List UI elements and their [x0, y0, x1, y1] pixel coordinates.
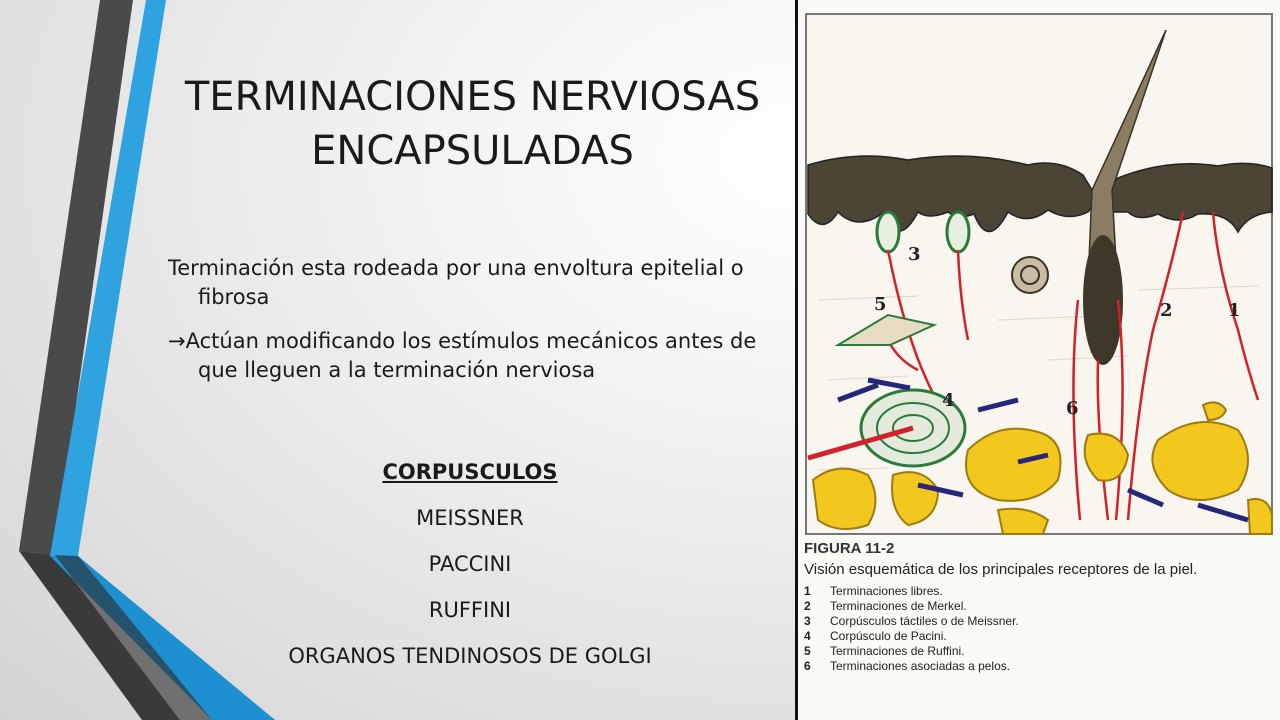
label-2: 2	[1160, 300, 1173, 321]
body-text	[168, 254, 788, 385]
function-paragraph	[168, 327, 788, 385]
label-1: 1	[1228, 300, 1241, 321]
legend-item: 2 Terminaciones de Merkel.	[804, 599, 967, 613]
list-item: MEISSNER	[416, 506, 524, 530]
arrow-icon: →	[168, 329, 186, 353]
legend-item: 4 Corpúsculo de Pacini.	[804, 629, 947, 643]
meissner-corpuscle	[877, 212, 899, 252]
title-line-2: ENCAPSULADAS	[311, 128, 634, 174]
corpuscle-list	[150, 452, 790, 682]
list-item: RUFFINI	[428, 598, 512, 622]
hair-follicle	[1083, 235, 1123, 365]
meissner-corpuscle	[947, 212, 969, 252]
legend-item: 1 Terminaciones libres.	[804, 584, 943, 598]
label-4: 4	[942, 390, 955, 411]
title-line-1: TERMINACIONES NERVIOSAS	[184, 74, 761, 120]
coiled-gland	[1012, 257, 1048, 293]
label-3: 3	[908, 244, 921, 265]
legend-item: 5 Terminaciones de Ruffini.	[804, 644, 965, 658]
list-item: ORGANOS TENDINOSOS DE GOLGI	[288, 644, 652, 668]
figure-caption	[800, 540, 1276, 674]
definition-paragraph: Terminación esta rodeada por una envoltura epitelial o fibrosa	[168, 256, 744, 309]
list-heading: CORPUSCULOS	[382, 460, 558, 484]
skin-diagram	[798, 0, 1280, 540]
caption-subtitle: Visión esquemática de los principales receptores de la piel.	[804, 561, 1198, 578]
legend-item: 6 Terminaciones asociadas a pelos.	[804, 659, 1011, 673]
legend-item: 3 Corpúsculos táctiles o de Meissner.	[804, 614, 1019, 628]
list-item: PACCINI	[428, 552, 512, 576]
caption-title: FIGURA 11-2	[804, 540, 895, 557]
label-6: 6	[1066, 398, 1079, 419]
slide-title	[150, 70, 795, 178]
function-text: Actúan modificando los estímulos mecánicos antes de que lleguen a la terminación nerviosa	[185, 329, 757, 382]
label-5: 5	[874, 294, 887, 315]
